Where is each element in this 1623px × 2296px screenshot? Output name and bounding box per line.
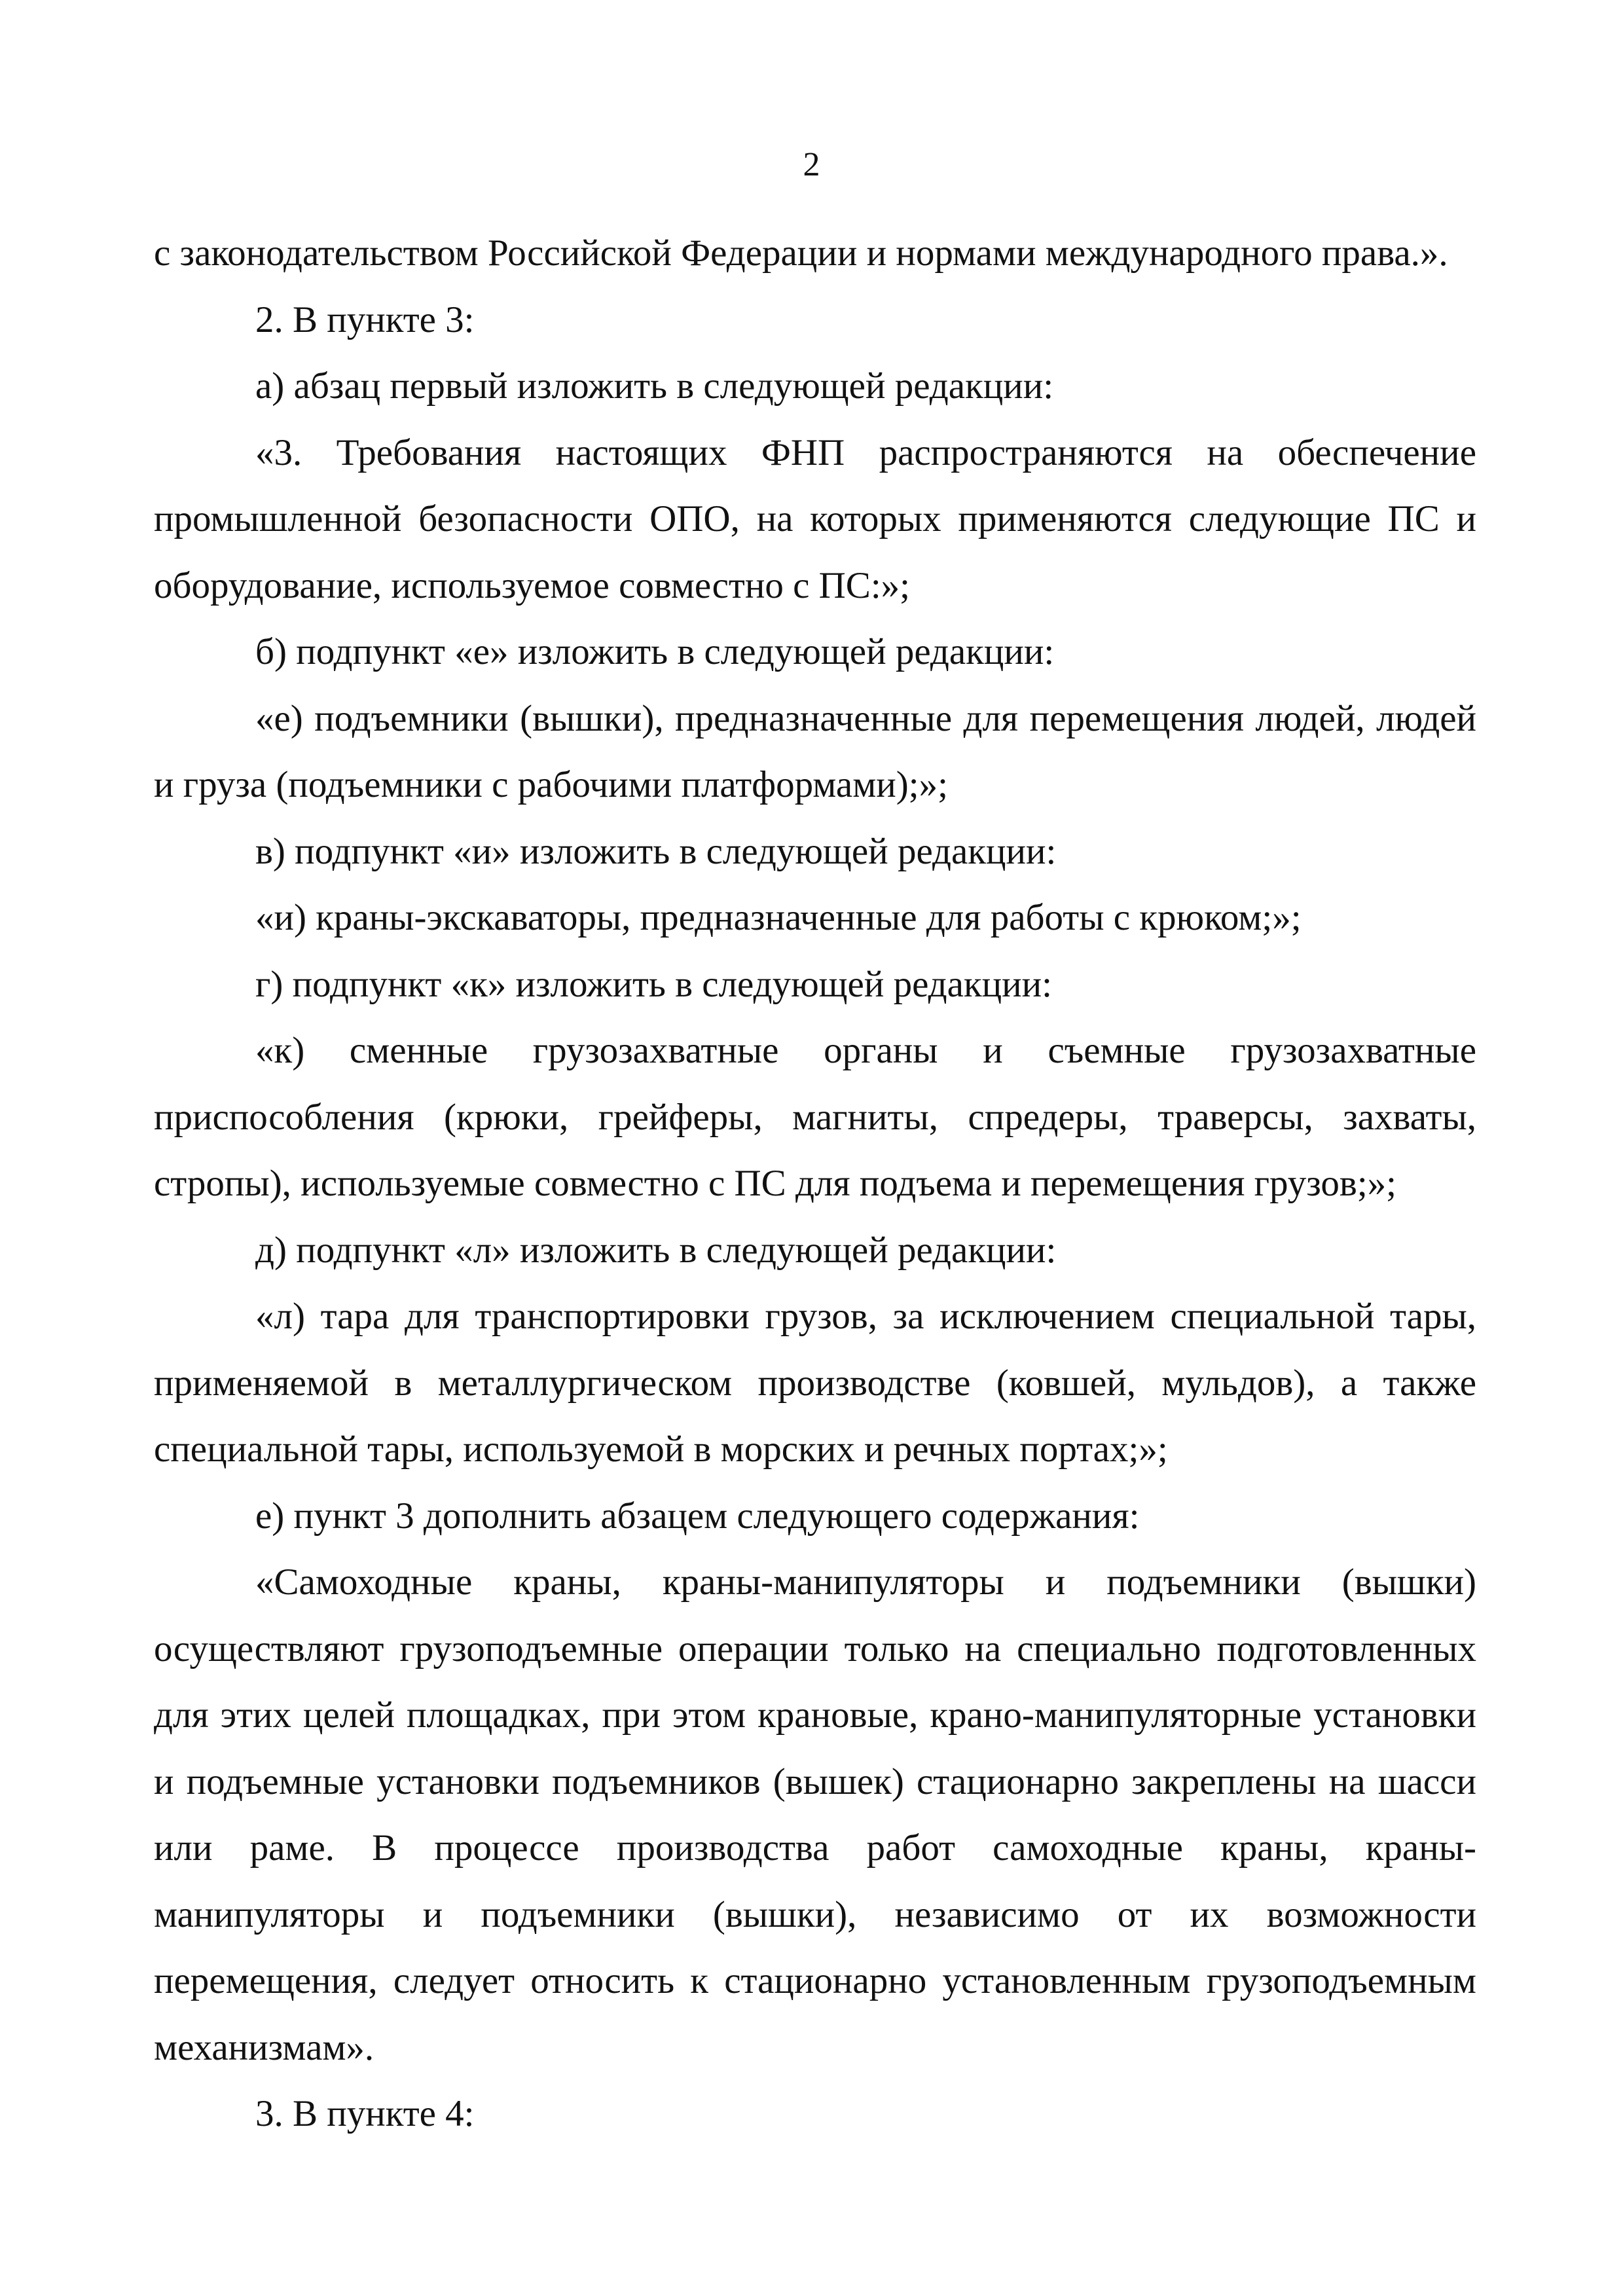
- paragraph-quote-3: «3. Требования настоящих ФНП распространяются на обеспечение промышленной безопасности ОПО, на которых применяются следующие ПС и оборудование, используемое совместно с ПС:»;: [154, 431, 1476, 606]
- paragraph-item-3-heading: 3. В пункте 4:: [255, 2093, 475, 2134]
- paragraph-quote-i: «и) краны-экскаваторы, предназначенные для работы с крюком;»;: [255, 897, 1302, 938]
- paragraph-quote-l: «л) тара для транспортировки грузов, за исключением специальной тары, применяемой в металлургическом производстве (ковшей, мульдов), а также специальной тары, используемой в морских и речных портах;»;: [154, 1296, 1476, 1470]
- paragraph-subitem-v: в) подпункт «и» изложить в следующей редакции:: [255, 830, 1057, 872]
- paragraph-quote-self-propelled-cranes: «Самоходные краны, краны-манипуляторы и подъемники (вышки) осуществляют грузоподъемные операции только на специально подготовленных для этих целей площадках, при этом крановые, крано-манипуляторные установки и подъемные установки подъемников (вышек) стационарно закреплены на шасси или раме. В процессе производства работ самоходные краны, краны-манипуляторы и подъемники (вышки), независимо от их возможности перемещения, следует относить к стационарно установленным грузоподъемным механизмам».: [154, 1561, 1476, 2068]
- paragraph-quote-e: «е) подъемники (вышки), предназначенные для перемещения людей, людей и груза (подъемники с рабочими платформами);»;: [154, 697, 1476, 805]
- paragraph-subitem-d: д) подпункт «л» изложить в следующей редакции:: [255, 1229, 1057, 1271]
- paragraph-subitem-b: б) подпункт «е» изложить в следующей редакции:: [255, 631, 1055, 672]
- paragraph-subitem-e: е) пункт 3 дополнить абзацем следующего содержания:: [255, 1495, 1140, 1537]
- paragraph-subitem-g: г) подпункт «к» изложить в следующей редакции:: [255, 963, 1052, 1005]
- paragraph-item-2-heading: 2. В пункте 3:: [255, 299, 475, 340]
- page-number: 2: [803, 146, 820, 183]
- paragraph-quote-k: «к) сменные грузозахватные органы и съемные грузозахватные приспособления (крюки, грейферы, магниты, спредеры, траверсы, захваты, стропы), используемые совместно с ПС для подъема и перемещения грузов;»;: [154, 1030, 1476, 1204]
- paragraph-continuation: с законодательством Российской Федерации и нормами международного права.».: [154, 232, 1448, 274]
- document-body: [154, 220, 1476, 2147]
- paragraph-subitem-a: а) абзац первый изложить в следующей редакции:: [255, 365, 1054, 407]
